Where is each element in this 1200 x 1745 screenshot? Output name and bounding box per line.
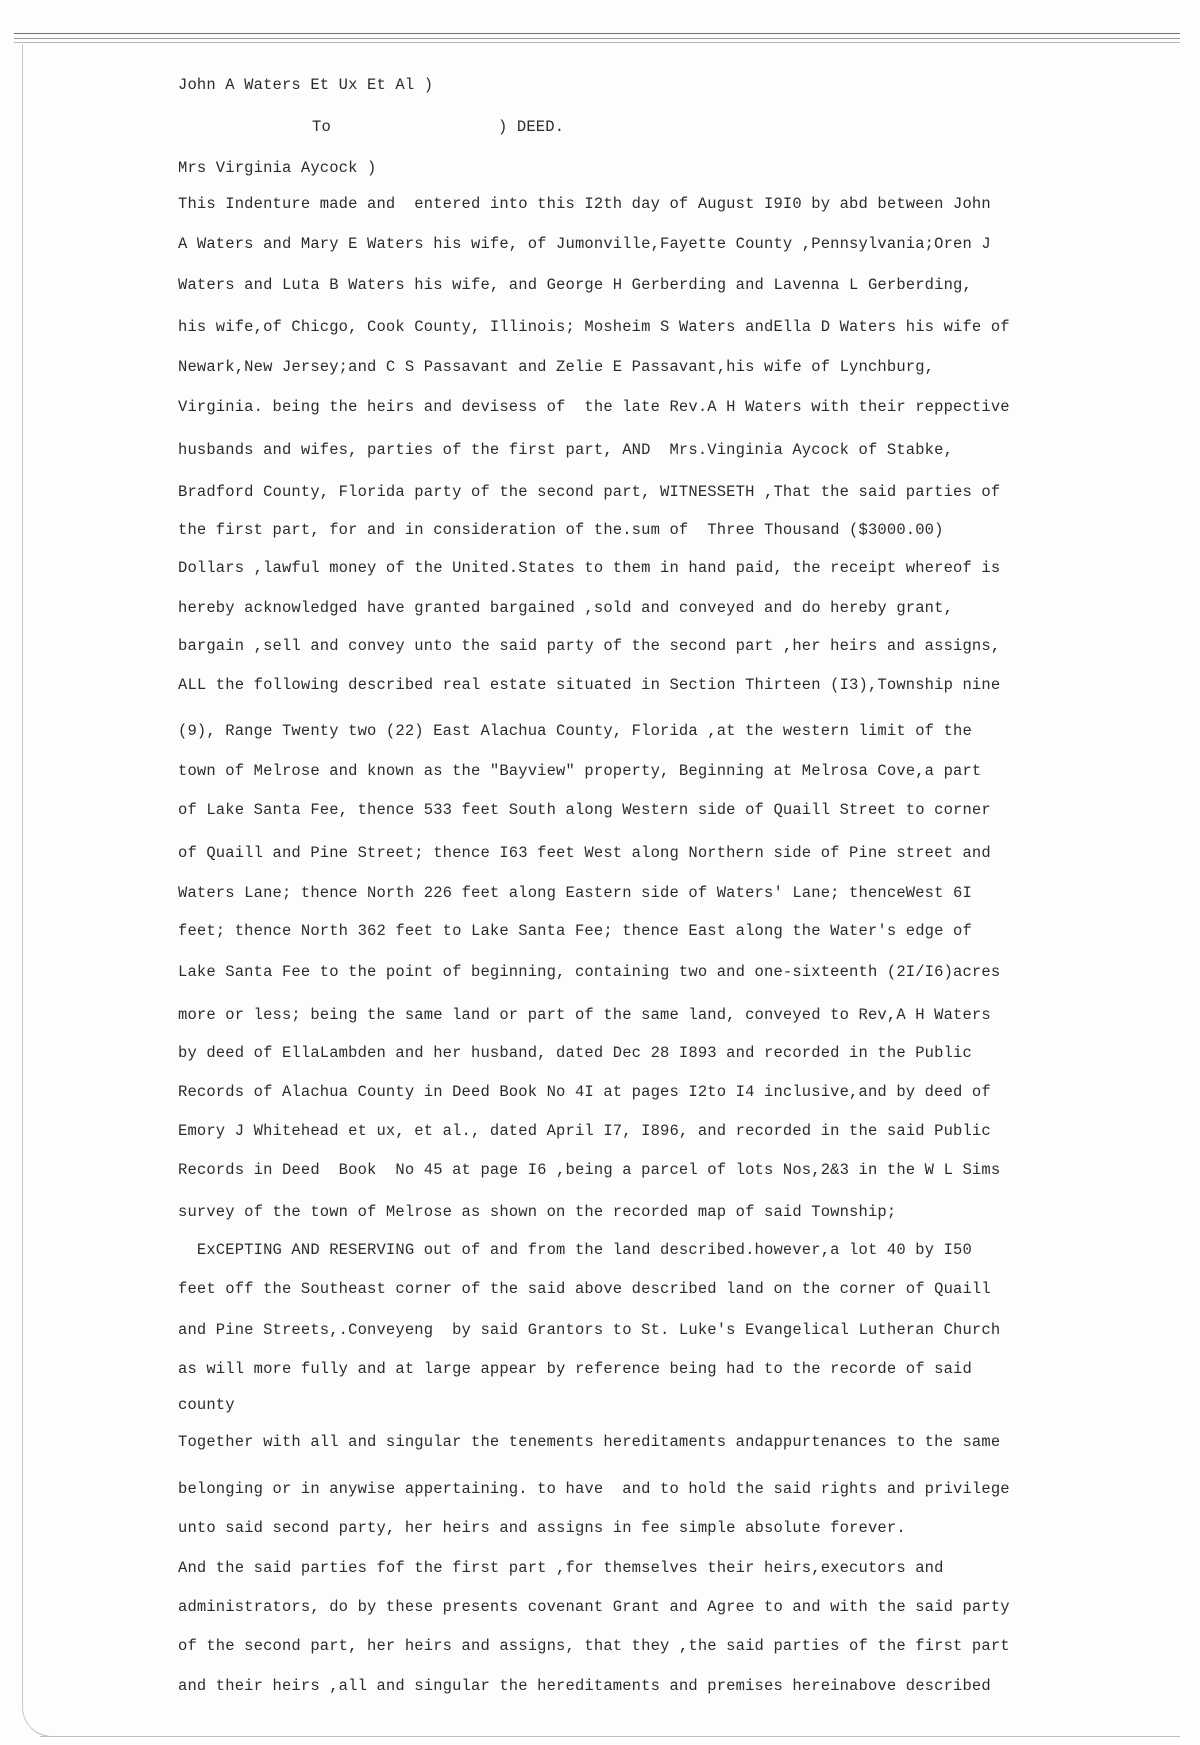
body-line: and Pine Streets,.Conveyeng by said Grantors to St. Luke's Evangelical Lutheran Church bbox=[178, 1321, 1001, 1339]
body-line: ExCEPTING AND RESERVING out of and from the land described.however,a lot 40 by I50 bbox=[178, 1241, 972, 1259]
body-line: Virginia. being the heirs and devisess of the late Rev.A H Waters with their reppective bbox=[178, 398, 1010, 416]
body-line: Waters and Luta B Waters his wife, and George H Gerberding and Lavenna L Gerberding, bbox=[178, 276, 972, 294]
body-line: and their heirs ,all and singular the hereditaments and premises hereinabove described bbox=[178, 1677, 991, 1695]
body-line: of Quaill and Pine Street; thence I63 feet West along Northern side of Pine street and bbox=[178, 844, 991, 862]
body-line: Lake Santa Fee to the point of beginning, containing two and one-sixteenth (2I/I6)acres bbox=[178, 963, 1001, 981]
body-line: feet; thence North 362 feet to Lake Santa Fee; thence East along the Water's edge of bbox=[178, 922, 972, 940]
body-line: town of Melrose and known as the "Bayview" property, Beginning at Melrosa Cove,a part bbox=[178, 762, 982, 780]
body-line: county bbox=[178, 1396, 235, 1414]
body-line: (9), Range Twenty two (22) East Alachua County, Florida ,at the western limit of the bbox=[178, 722, 972, 740]
body-line: his wife,of Chicgo, Cook County, Illinois; Mosheim S Waters andElla D Waters his wife of bbox=[178, 318, 1010, 336]
body-line: administrators, do by these presents covenant Grant and Agree to and with the said party bbox=[178, 1598, 1010, 1616]
to-line: To bbox=[312, 118, 331, 136]
body-line: survey of the town of Melrose as shown on the recorded map of said Township; bbox=[178, 1203, 897, 1221]
body-line: the first part, for and in consideration of the.sum of Three Thousand ($3000.00) bbox=[178, 521, 944, 539]
body-line: of Lake Santa Fee, thence 533 feet South along Western side of Quaill Street to corner bbox=[178, 801, 991, 819]
top-rule bbox=[14, 38, 1180, 39]
body-line: A Waters and Mary E Waters his wife, of Jumonville,Fayette County ,Pennsylvania;Oren J bbox=[178, 235, 991, 253]
page-left-edge bbox=[22, 44, 23, 1704]
body-line: husbands and wifes, parties of the first part, AND Mrs.Vinginia Aycock of Stabke, bbox=[178, 441, 954, 459]
body-line: as will more fully and at large appear by reference being had to the recorde of said bbox=[178, 1360, 972, 1378]
body-line: And the said parties fof the first part ,for themselves their heirs,executors and bbox=[178, 1559, 944, 1577]
body-line: unto said second party, her heirs and assigns in fee simple absolute forever. bbox=[178, 1519, 906, 1537]
top-rule bbox=[14, 33, 1180, 34]
body-line: Records of Alachua County in Deed Book No 4I at pages I2to I4 inclusive,and by deed of bbox=[178, 1083, 991, 1101]
deed-title: ) DEED. bbox=[498, 118, 565, 136]
body-line: ALL the following described real estate situated in Section Thirteen (I3),Township nine bbox=[178, 676, 1001, 694]
body-line: Waters Lane; thence North 226 feet along Eastern side of Waters' Lane; thenceWest 6I bbox=[178, 884, 972, 902]
body-line: Newark,New Jersey;and C S Passavant and Zelie E Passavant,his wife of Lynchburg, bbox=[178, 358, 935, 376]
top-rule bbox=[14, 42, 1180, 43]
body-line: Records in Deed Book No 45 at page I6 ,being a parcel of lots Nos,2&3 in the W L Sims bbox=[178, 1161, 1001, 1179]
body-line: Together with all and singular the tenements hereditaments andappurtenances to the same bbox=[178, 1433, 1001, 1451]
body-line: more or less; being the same land or part of the same land, conveyed to Rev,A H Waters bbox=[178, 1006, 991, 1024]
body-line: belonging or in anywise appertaining. to have and to hold the said rights and privilege bbox=[178, 1480, 1010, 1498]
grantee-line: Mrs Virginia Aycock ) bbox=[178, 159, 377, 177]
body-line: Dollars ,lawful money of the United.States to them in hand paid, the receipt whereof is bbox=[178, 559, 1001, 577]
body-line: bargain ,sell and convey unto the said party of the second part ,her heirs and assigns, bbox=[178, 637, 1001, 655]
page-bottom-edge bbox=[40, 1736, 1180, 1737]
body-line: This Indenture made and entered into this I2th day of August I9I0 by abd between John bbox=[178, 195, 991, 213]
body-line: of the second part, her heirs and assigns, that they ,the said parties of the first part bbox=[178, 1637, 1010, 1655]
body-line: feet off the Southeast corner of the said above described land on the corner of Quaill bbox=[178, 1280, 991, 1298]
body-line: hereby acknowledged have granted bargained ,sold and conveyed and do hereby grant, bbox=[178, 599, 954, 617]
body-line: Bradford County, Florida party of the second part, WITNESSETH ,That the said parties of bbox=[178, 483, 1001, 501]
body-line: by deed of EllaLambden and her husband, dated Dec 28 I893 and recorded in the Public bbox=[178, 1044, 972, 1062]
page-corner bbox=[22, 1690, 63, 1737]
body-line: Emory J Whitehead et ux, et al., dated April I7, I896, and recorded in the said Public bbox=[178, 1122, 991, 1140]
grantors-line: John A Waters Et Ux Et Al ) bbox=[178, 76, 434, 94]
